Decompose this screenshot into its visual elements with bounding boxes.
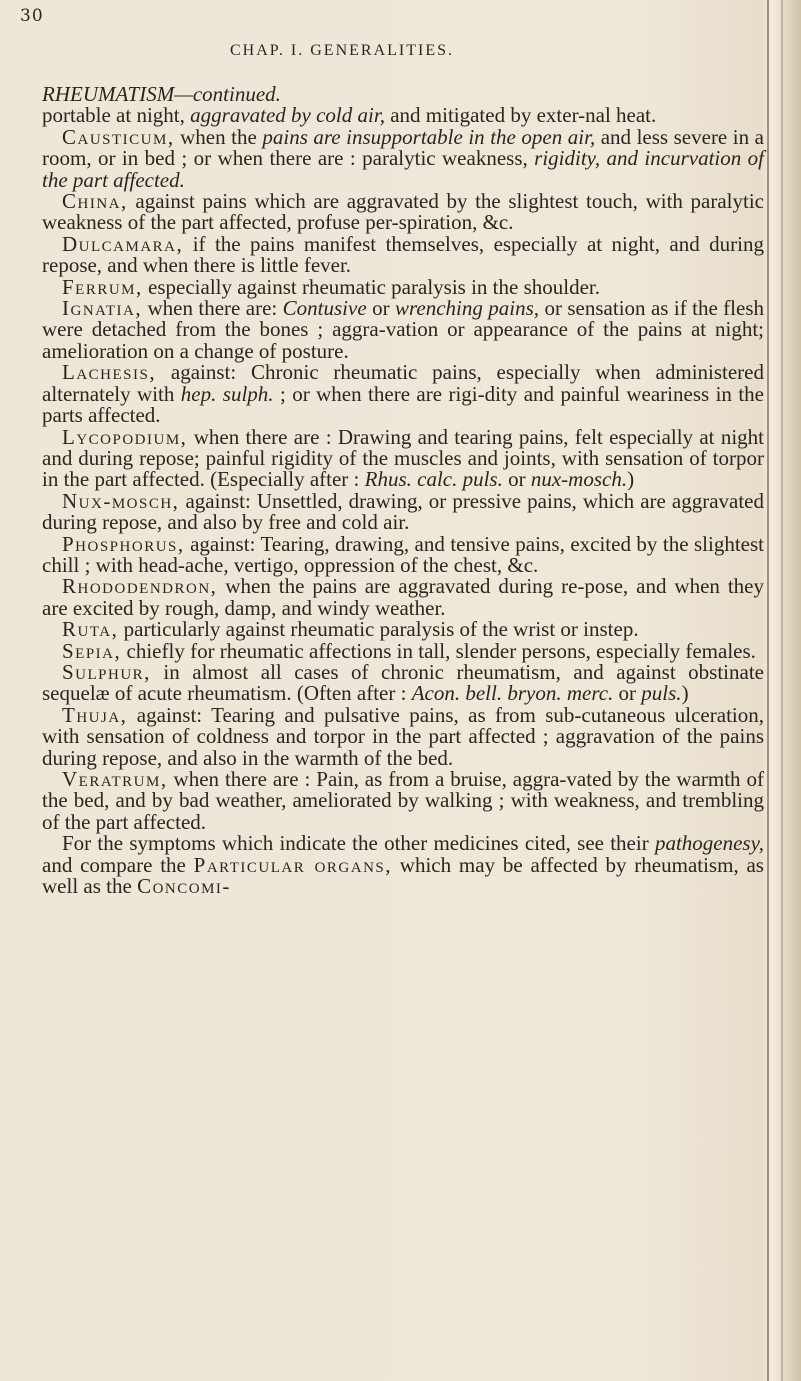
remedy-name: China, [62, 189, 128, 214]
section-subhead: RHEUMATISM—continued. [42, 82, 281, 106]
entry-ignatia: Ignatia, when there are: Contusive or wrenching pains, or sensation as if the flesh were detached from the bones ; aggra-vation or appearance of the pains at night; amelioration on a change of posture. [42, 296, 764, 363]
entry-ferrum: Ferrum, especially against rheumatic paralysis in the shoulder. [62, 274, 600, 299]
remedy-name: Ferrum, [62, 274, 143, 299]
remedy-name: Sulphur, [62, 659, 151, 684]
entry-sepia: Sepia, chiefly for rheumatic affections in tall, slender persons, especially females. [62, 638, 756, 663]
entry-ruta: Ruta, particularly against rheumatic paralysis of the wrist or instep. [62, 617, 639, 642]
entry-lycopodium: Lycopodium, when there are : Drawing and tearing pains, felt especially at night and during repose; painful rigidity of the muscles and joints, with sensation of torpor in the part affected. (Especially after : Rhus. calc. puls. or nux-mosch.) [42, 424, 764, 492]
entry-lachesis: Lachesis, against: Chronic rheumatic pains, especially when administered alternately with hep. sulph. ; or when there are rigi-dity and painful weariness in the parts affected. [42, 360, 764, 428]
continuation-paragraph: portable at night, aggravated by cold air, and mitigated by exter-nal heat. [42, 103, 657, 128]
entry-thuja: Thuja, against: Tearing and pulsative pains, as from sub-cutaneous ulceration, with sensation of coldness and torpor in the part affected ; aggravation of the pains during repose, and also in the warmth of the bed. [42, 702, 764, 770]
entry-china: China, against pains which are aggravated by the slightest touch, with paralytic weakness of the part affected, profuse per-spiration, &c. [42, 189, 764, 235]
body-text [42, 84, 764, 897]
entry-nux-mosch: Nux-mosch, against: Unsettled, drawing, or pressive pains, which are aggravated during repose, and also by free and cold air. [42, 488, 764, 535]
entry-sulphur: Sulphur, in almost all cases of chronic rheumatism, and against obstinate sequelæ of acute rheumatism. (Often after : Acon. bell. bryon. merc. or puls.) [42, 659, 764, 706]
page-gutter-shadow [761, 0, 801, 1381]
remedy-name: Dulcamara, [62, 231, 184, 256]
remedy-name: Causticum, [62, 124, 175, 149]
entry-dulcamara: Dulcamara, if the pains manifest themselves, especially at night, and during repose, and when there is little fever. [42, 231, 764, 278]
gutter-edge-line [767, 0, 769, 1381]
entry-veratrum: Veratrum, when there are : Pain, as from a bruise, aggra-vated by the warmth of the bed, and by bad weather, ameliorated by walking ; with weakness, and trembling of the part affected. [42, 767, 764, 834]
closing-paragraph: For the symptoms which indicate the other medicines cited, see their pathogenesy, and compare the Particular organs, which may be affected by rheumatism, as well as the Concomi- [42, 831, 764, 899]
entry-phosphorus: Phosphorus, against: Tearing, drawing, and tensive pains, excited by the slightest chill ; with head-ache, vertigo, oppression of the chest, &c. [42, 531, 764, 577]
remedy-name: Phosphorus, [62, 531, 185, 556]
remedy-name: Sepia, [62, 638, 122, 663]
entry-causticum: Causticum, when the pains are insupportable in the open air, and less severe in a room, or in bed ; or when there are : paralytic weakness, rigidity, and incurvation of the part affected. [42, 124, 764, 192]
gutter-edge-line [781, 0, 783, 1381]
remedy-name: Lycopodium, [62, 424, 188, 449]
remedy-name: Lachesis, [62, 360, 157, 385]
remedy-name: Nux-mosch, [62, 488, 180, 513]
running-head: CHAP. I. GENERALITIES. [230, 42, 454, 59]
remedy-name: Ignatia, [62, 296, 143, 321]
remedy-name: Veratrum, [62, 767, 168, 791]
page-number: 30 [20, 6, 44, 26]
remedy-name: Thuja, [62, 702, 128, 727]
remedy-name: Rhododendron, [62, 574, 218, 599]
entry-rhododendron: Rhododendron, when the pains are aggravated during re-pose, and when they are excited by rough, damp, and windy weather. [42, 574, 764, 620]
remedy-name: Ruta, [62, 617, 119, 642]
